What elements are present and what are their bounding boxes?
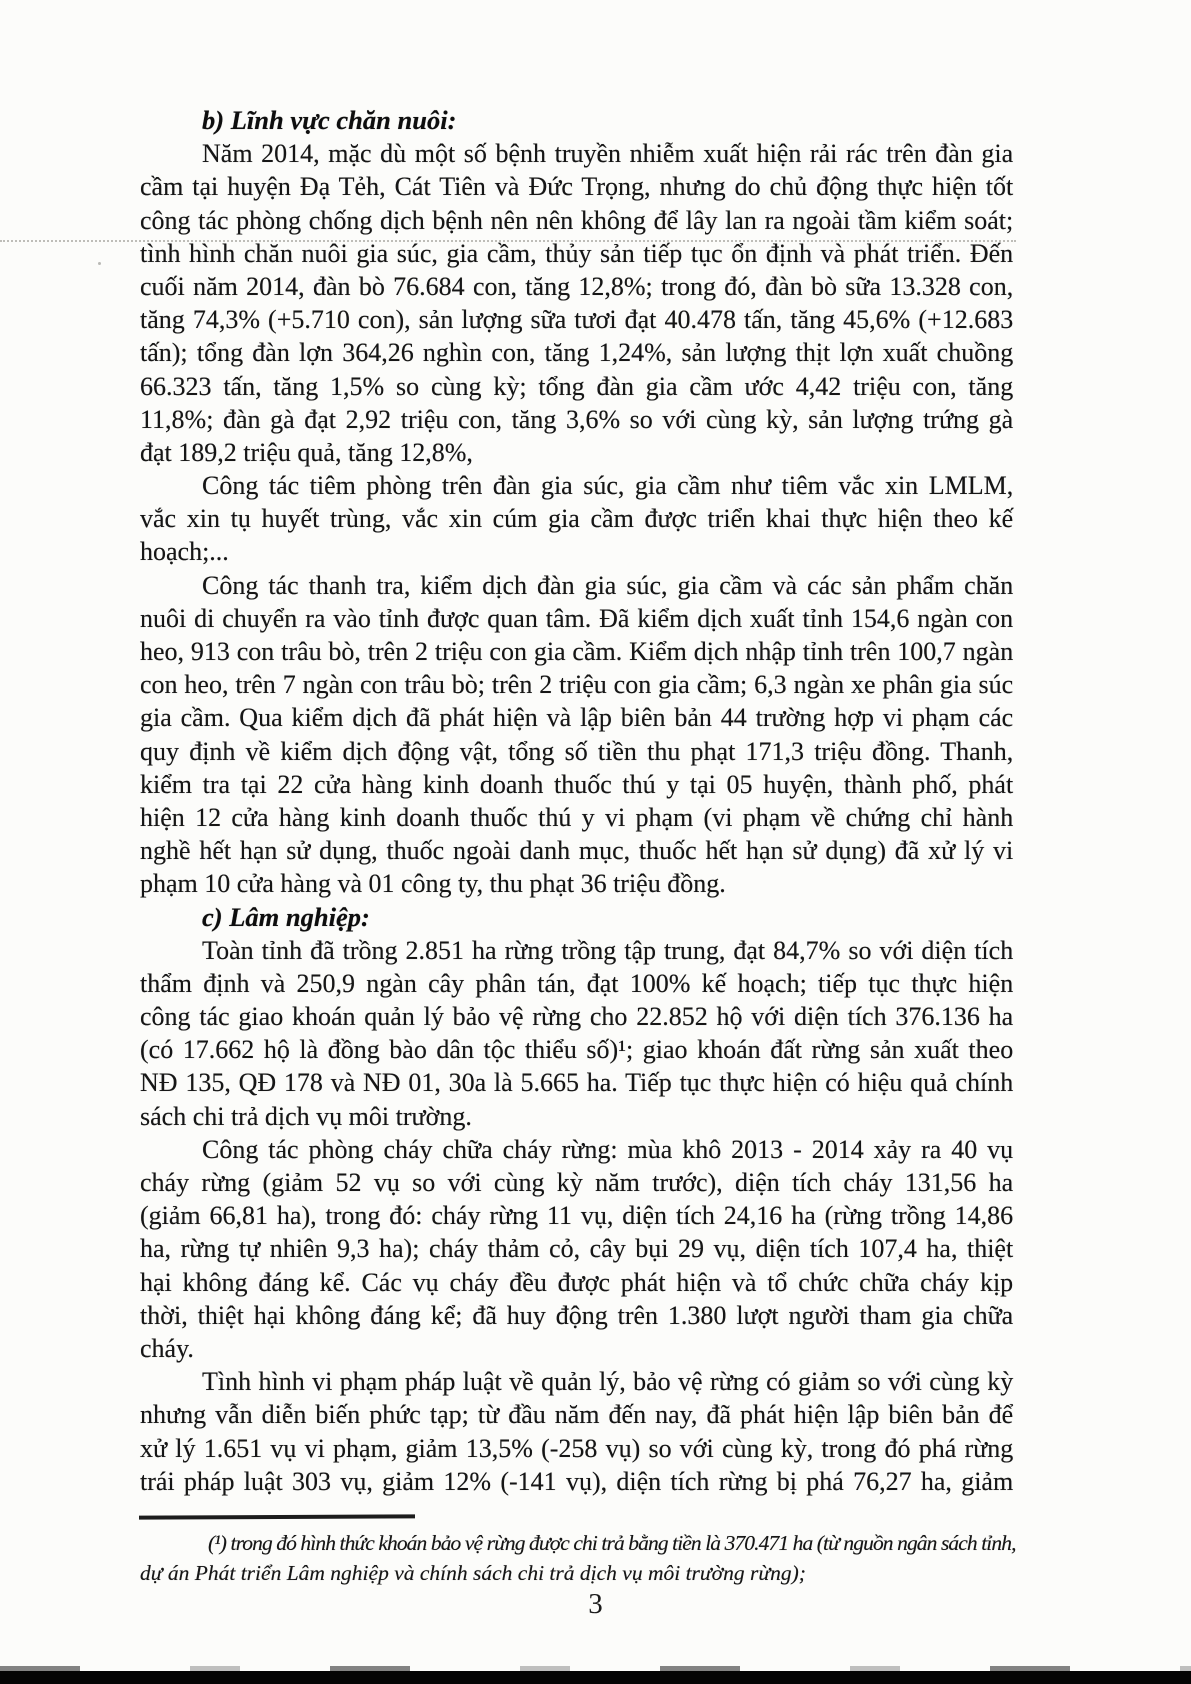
text-line: con heo, trên 7 ngàn con trâu bò; trên 2 triệu con gia cầm; 6,3 ngàn xe phân gia súc [140, 670, 1014, 700]
text-line: thời, thiệt hại không đáng kể; đã huy động trên 1.380 lượt người tham gia chữa [140, 1300, 1014, 1330]
scan-artifact-bottom-edge [0, 1671, 1191, 1684]
text-line: trái pháp luật 303 vụ, giảm 12% (-141 vụ), diện tích rừng bị phá 76,27 ha, giảm [140, 1466, 1014, 1496]
document-body [140, 104, 1014, 1498]
text-line: Toàn tỉnh đã trồng 2.851 ha rừng trồng tập trung, đạt 84,7% so với diện tích [202, 935, 1014, 965]
text-line: ha, rừng tự nhiên 9,3 ha); cháy thảm cỏ, cây bụi 29 vụ, diện tích 107,4 ha, thiệt [140, 1234, 1014, 1264]
text-line: (giảm 66,81 ha), trong đó: cháy rừng 11 vụ, diện tích 24,16 ha (rừng trồng 14,86 [140, 1201, 1014, 1231]
text-line: hoạch;... [140, 537, 229, 567]
text-line: thẩm định và 250,9 ngàn cây phân tán, đạt 100% kế hoạch; tiếp tục thực hiện [140, 968, 1014, 998]
text-line: quy định về kiểm dịch động vật, tổng số tiền thu phạt 171,3 triệu đồng. Thanh, [140, 736, 1014, 766]
text-line: 11,8%; đàn gà đạt 2,92 triệu con, tăng 3,6% so với cùng kỳ, sản lượng trứng gà [140, 404, 1014, 434]
footnote-separator-rule [139, 1514, 415, 1519]
text-line: vắc xin tụ huyết trùng, vắc xin cúm gia cầm được triển khai thực hiện theo kế [140, 504, 1014, 534]
text-line: cầm tại huyện Đạ Tẻh, Cát Tiên và Đức Trọng, nhưng do chủ động thực hiện tốt [140, 172, 1014, 202]
text-line: hại không đáng kể. Các vụ cháy đều được phát hiện và tổ chức chữa cháy kịp [140, 1267, 1014, 1297]
paragraph [140, 934, 1014, 1133]
text-line: nhưng vẫn diễn biến phức tạp; từ đầu năm đến nay, đã phát hiện lập biên bản để [140, 1400, 1014, 1430]
text-line: 66.323 tấn, tăng 1,5% so cùng kỳ; tổng đàn gia cầm ước 4,42 triệu con, tăng [140, 371, 1014, 401]
text-line: tấn); tổng đàn lợn 364,26 nghìn con, tăng 1,24%, sản lượng thịt lợn xuất chuồng [140, 338, 1014, 368]
text-line: dự án Phát triển Lâm nghiệp và chính sách chi trả dịch vụ môi trường rừng); [140, 1561, 806, 1585]
text-line: Tình hình vi phạm pháp luật về quản lý, bảo vệ rừng có giảm so với cùng kỳ [202, 1367, 1014, 1397]
text-line: đạt 189,2 triệu quả, tăng 12,8%, [140, 437, 473, 467]
text-line: sách chi trả dịch vụ môi trường. [140, 1101, 472, 1131]
text-line: NĐ 135, QĐ 178 và NĐ 01, 30a là 5.665 ha. Tiếp tục thực hiện có hiệu quả chính [140, 1068, 1014, 1098]
page-number: 3 [588, 1588, 603, 1620]
paragraph [140, 469, 1014, 569]
text-line: cháy rừng (giảm 52 vụ so với cùng kỳ năm trước), diện tích cháy 131,56 ha [140, 1168, 1014, 1197]
text-line: (có 17.662 hộ là đồng bào dân tộc thiểu số)¹; giao khoán đất rừng sản xuất theo [140, 1035, 1014, 1065]
scan-artifact-speck [98, 262, 101, 265]
text-line: (¹) trong đó hình thức khoán bảo vệ rừng được chi trả bằng tiền là 370.471 ha (từ nguồn ngân sách tỉnh, [208, 1531, 1016, 1555]
text-line: Công tác thanh tra, kiểm dịch đàn gia súc, gia cầm và các sản phẩm chăn [202, 570, 1014, 600]
text-line: tình hình chăn nuôi gia súc, gia cầm, thủy sản tiếp tục ổn định và phát triển. Đến [140, 238, 1014, 268]
text-line: cuối năm 2014, đàn bò 76.684 con, tăng 12,8%; trong đó, đàn bò sữa 13.328 con, [140, 271, 1014, 301]
paragraph [140, 1133, 1014, 1365]
text-line: cháy. [140, 1333, 194, 1363]
paragraph [140, 1365, 1014, 1498]
section-heading: b) Lĩnh vực chăn nuôi: [202, 105, 457, 135]
footnote [140, 1528, 1016, 1588]
text-line: kiểm tra tại 22 cửa hàng kinh doanh thuốc thú y tại 05 huyện, thành phố, phát [140, 769, 1014, 799]
text-line: phạm 10 cửa hàng và 01 công ty, thu phạt 36 triệu đồng. [140, 869, 726, 899]
text-line: hiện 12 cửa hàng kinh doanh thuốc thú y vi phạm (vi phạm về chứng chỉ hành [140, 802, 1014, 832]
text-line: heo, 913 con trâu bò, trên 2 triệu con gia cầm. Kiểm dịch nhập tỉnh trên 100,7 ngàn [140, 637, 1014, 666]
text-line: nuôi di chuyển ra vào tỉnh được quan tâm. Đã kiểm dịch xuất tỉnh 154,6 ngàn con [140, 603, 1014, 633]
text-line: Công tác tiêm phòng trên đàn gia súc, gia cầm như tiêm vắc xin LMLM, [202, 471, 1014, 501]
text-line: công tác phòng chống dịch bệnh nên nên không để lây lan ra ngoài tầm kiểm soát; [140, 205, 1014, 235]
text-line: Năm 2014, mặc dù một số bệnh truyền nhiễm xuất hiện rải rác trên đàn gia [202, 139, 1014, 169]
text-line: nghề hết hạn sử dụng, thuốc ngoài danh mục, thuốc hết hạn sử dụng) đã xử lý vi [140, 836, 1014, 866]
text-line: xử lý 1.651 vụ vi phạm, giảm 13,5% (-258 vụ) so với cùng kỳ, trong đó phá rừng [140, 1433, 1014, 1463]
text-line: gia cầm. Qua kiểm dịch đã phát hiện và lập biên bản 44 trường hợp vi phạm các [140, 703, 1014, 733]
text-line: công tác giao khoán quản lý bảo vệ rừng cho 22.852 hộ với diện tích 376.136 ha [140, 1002, 1014, 1032]
text-line: Công tác phòng cháy chữa cháy rừng: mùa khô 2013 - 2014 xảy ra 40 vụ [202, 1134, 1014, 1164]
paragraph [140, 569, 1014, 901]
text-line: tăng 74,3% (+5.710 con), sản lượng sữa tươi đạt 40.478 tấn, tăng 45,6% (+12.683 [140, 305, 1014, 335]
paragraph [140, 137, 1014, 469]
section-heading: c) Lâm nghiệp: [202, 901, 370, 932]
